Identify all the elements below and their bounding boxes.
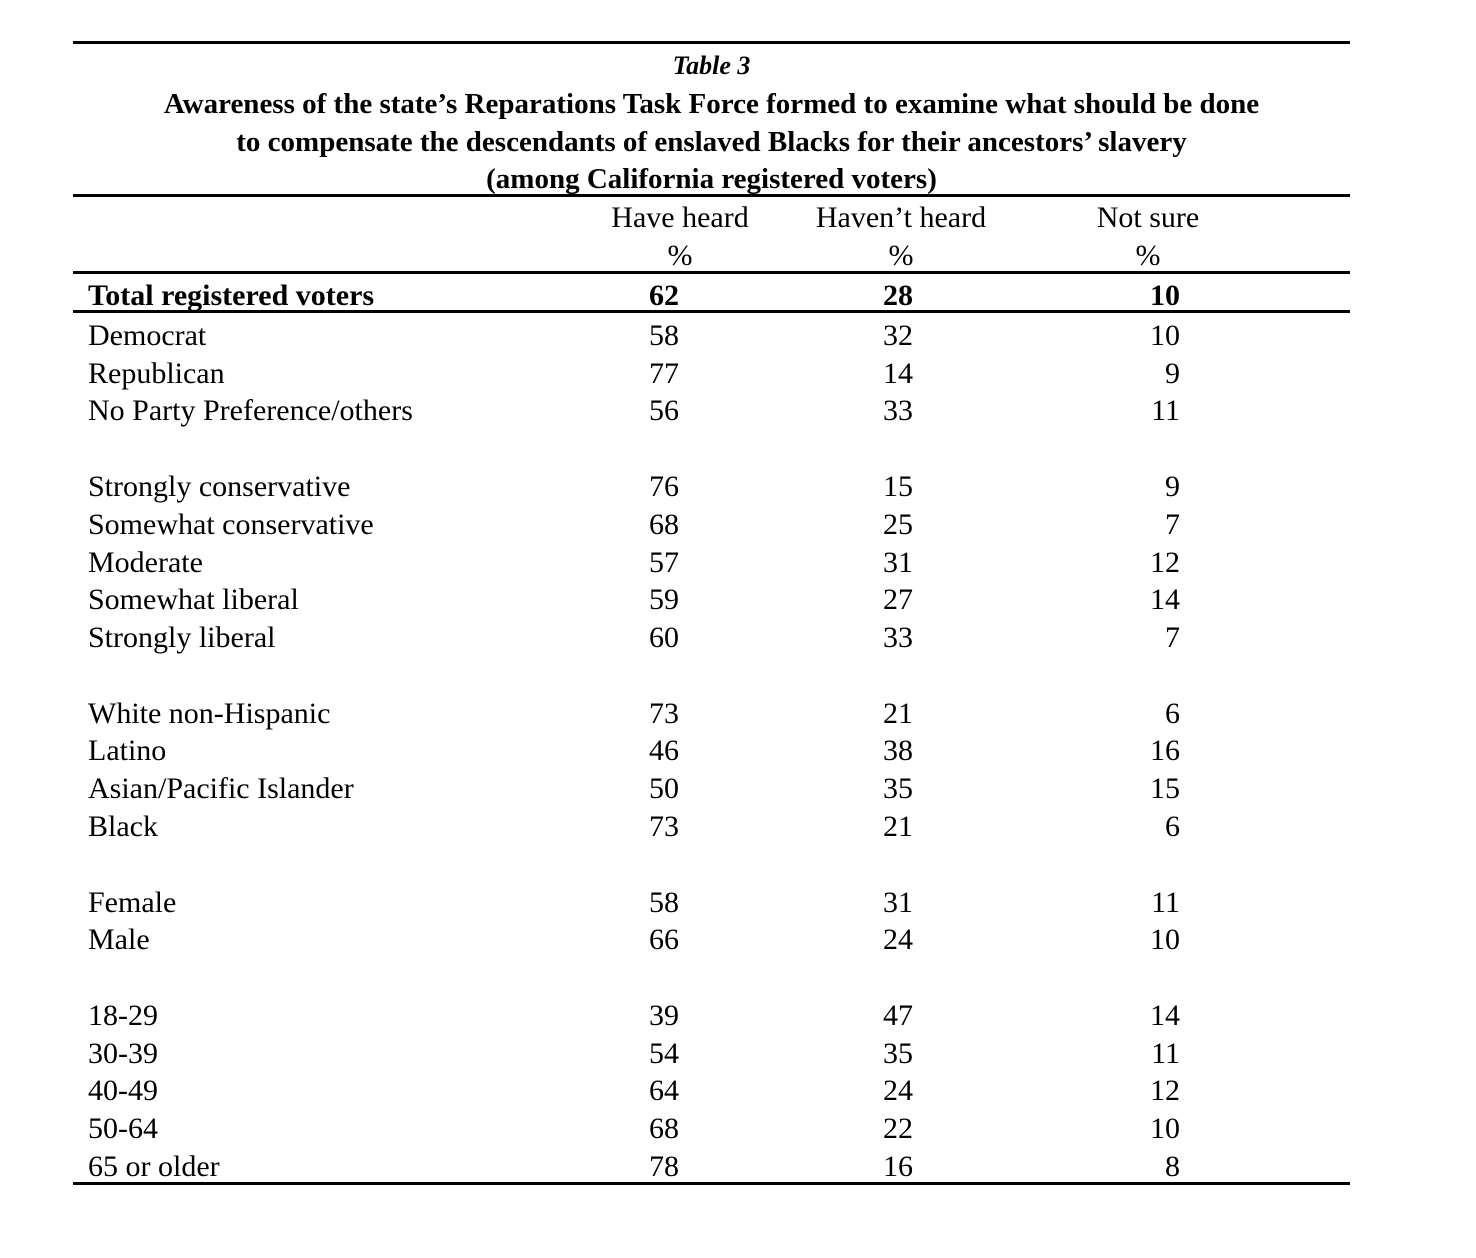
- table-row: [0, 544, 1476, 582]
- have-heard-value: 68: [649, 1112, 679, 1145]
- row-label: White non-Hispanic: [88, 697, 331, 730]
- row-label: Male: [88, 923, 150, 956]
- have-heard-value: 58: [649, 886, 679, 919]
- row-label: No Party Preference/others: [88, 394, 413, 427]
- not-sure-value: 14: [1150, 583, 1180, 616]
- table-number: Table 3: [672, 51, 751, 80]
- have-heard-value: 62: [649, 279, 679, 312]
- have-heard-value: 78: [649, 1150, 679, 1183]
- column-header-unit: %: [667, 239, 693, 272]
- row-label: Black: [88, 810, 158, 843]
- havent-heard-value: 15: [883, 470, 913, 503]
- table-row: [0, 1035, 1476, 1073]
- have-heard-value: 64: [649, 1074, 679, 1107]
- column-header-label: Not sure: [1096, 201, 1200, 234]
- have-heard-value: 77: [649, 357, 679, 390]
- havent-heard-value: 31: [883, 546, 913, 579]
- table-row: [0, 392, 1476, 430]
- not-sure-value: 10: [1150, 1112, 1180, 1145]
- not-sure-value: 12: [1150, 546, 1180, 579]
- table-row: [0, 997, 1476, 1035]
- table-row: [0, 581, 1476, 619]
- table-row: [0, 468, 1476, 506]
- havent-heard-value: 22: [883, 1112, 913, 1145]
- column-header-have-heard: [570, 199, 790, 275]
- havent-heard-value: 16: [883, 1150, 913, 1183]
- havent-heard-value: 33: [883, 621, 913, 654]
- not-sure-value: 15: [1150, 772, 1180, 805]
- table-title-line: Awareness of the state’s Reparations Task Force formed to examine what should be done: [163, 88, 1260, 120]
- table-row: [0, 1110, 1476, 1148]
- total-row: [0, 277, 1476, 315]
- column-header-unit: %: [888, 239, 914, 272]
- not-sure-value: 11: [1151, 1037, 1180, 1070]
- table-row: [0, 317, 1476, 355]
- have-heard-value: 76: [649, 470, 679, 503]
- table-row: [0, 619, 1476, 657]
- row-label: 30-39: [88, 1037, 158, 1070]
- havent-heard-value: 25: [883, 508, 913, 541]
- table-row: [0, 770, 1476, 808]
- have-heard-value: 73: [649, 810, 679, 843]
- table-row: [0, 355, 1476, 393]
- havent-heard-value: 28: [883, 279, 913, 312]
- have-heard-value: 68: [649, 508, 679, 541]
- row-label: Strongly liberal: [88, 621, 276, 654]
- not-sure-value: 11: [1151, 886, 1180, 919]
- column-header-label: Haven’t heard: [815, 201, 987, 234]
- column-header-not-sure: [1038, 199, 1258, 275]
- row-label: Total registered voters: [88, 279, 375, 312]
- have-heard-value: 39: [649, 999, 679, 1032]
- have-heard-value: 50: [649, 772, 679, 805]
- havent-heard-value: 14: [883, 357, 913, 390]
- table-title-line: to compensate the descendants of enslaved Blacks for their ancestors’ slavery: [236, 125, 1187, 158]
- havent-heard-value: 35: [883, 772, 913, 805]
- row-label: Female: [88, 886, 177, 919]
- have-heard-value: 56: [649, 394, 679, 427]
- havent-heard-value: 24: [883, 1074, 913, 1107]
- have-heard-value: 54: [649, 1037, 679, 1070]
- not-sure-value: 12: [1150, 1074, 1180, 1107]
- column-header-unit: %: [1135, 239, 1161, 272]
- table-row: [0, 921, 1476, 959]
- not-sure-value: 11: [1151, 394, 1180, 427]
- table-row: [0, 884, 1476, 922]
- row-label: Somewhat liberal: [88, 583, 299, 616]
- havent-heard-value: 21: [883, 810, 913, 843]
- have-heard-value: 57: [649, 546, 679, 579]
- table-row: [0, 1072, 1476, 1110]
- not-sure-value: 10: [1150, 319, 1180, 352]
- not-sure-value: 14: [1150, 999, 1180, 1032]
- table-row: [0, 506, 1476, 544]
- column-header-label: Have heard: [611, 201, 749, 234]
- havent-heard-value: 33: [883, 394, 913, 427]
- row-label: Moderate: [88, 546, 203, 579]
- table-title: [73, 86, 1350, 199]
- row-label: Asian/Pacific Islander: [88, 772, 354, 805]
- table-row: [0, 1148, 1476, 1186]
- havent-heard-value: 35: [883, 1037, 913, 1070]
- not-sure-value: 8: [1165, 1150, 1180, 1183]
- not-sure-value: 10: [1150, 923, 1180, 956]
- row-label: 18-29: [88, 999, 158, 1032]
- row-label: 40-49: [88, 1074, 158, 1107]
- column-header-havent-heard: [791, 199, 1011, 275]
- havent-heard-value: 31: [883, 886, 913, 919]
- row-label: 50-64: [88, 1112, 158, 1145]
- not-sure-value: 6: [1165, 697, 1180, 730]
- row-label: 65 or older: [88, 1150, 220, 1183]
- not-sure-value: 7: [1165, 621, 1180, 654]
- not-sure-value: 9: [1165, 470, 1180, 503]
- not-sure-value: 10: [1150, 279, 1180, 312]
- havent-heard-value: 38: [883, 734, 913, 767]
- table-title-line: (among California registered voters): [486, 163, 937, 195]
- have-heard-value: 46: [649, 734, 679, 767]
- have-heard-value: 66: [649, 923, 679, 956]
- havent-heard-value: 27: [883, 583, 913, 616]
- table-row: [0, 808, 1476, 846]
- table-row: [0, 695, 1476, 733]
- havent-heard-value: 21: [883, 697, 913, 730]
- havent-heard-value: 32: [883, 319, 913, 352]
- have-heard-value: 60: [649, 621, 679, 654]
- have-heard-value: 58: [649, 319, 679, 352]
- not-sure-value: 6: [1165, 810, 1180, 843]
- row-label: Strongly conservative: [88, 470, 351, 503]
- havent-heard-value: 24: [883, 923, 913, 956]
- row-label: Somewhat conservative: [88, 508, 374, 541]
- not-sure-value: 16: [1150, 734, 1180, 767]
- havent-heard-value: 47: [883, 999, 913, 1032]
- row-label: Latino: [88, 734, 167, 767]
- table-row: [0, 732, 1476, 770]
- row-label: Republican: [88, 357, 225, 390]
- row-label: Democrat: [88, 319, 207, 352]
- top-rule: [73, 41, 1350, 44]
- not-sure-value: 7: [1165, 508, 1180, 541]
- have-heard-value: 73: [649, 697, 679, 730]
- not-sure-value: 9: [1165, 357, 1180, 390]
- have-heard-value: 59: [649, 583, 679, 616]
